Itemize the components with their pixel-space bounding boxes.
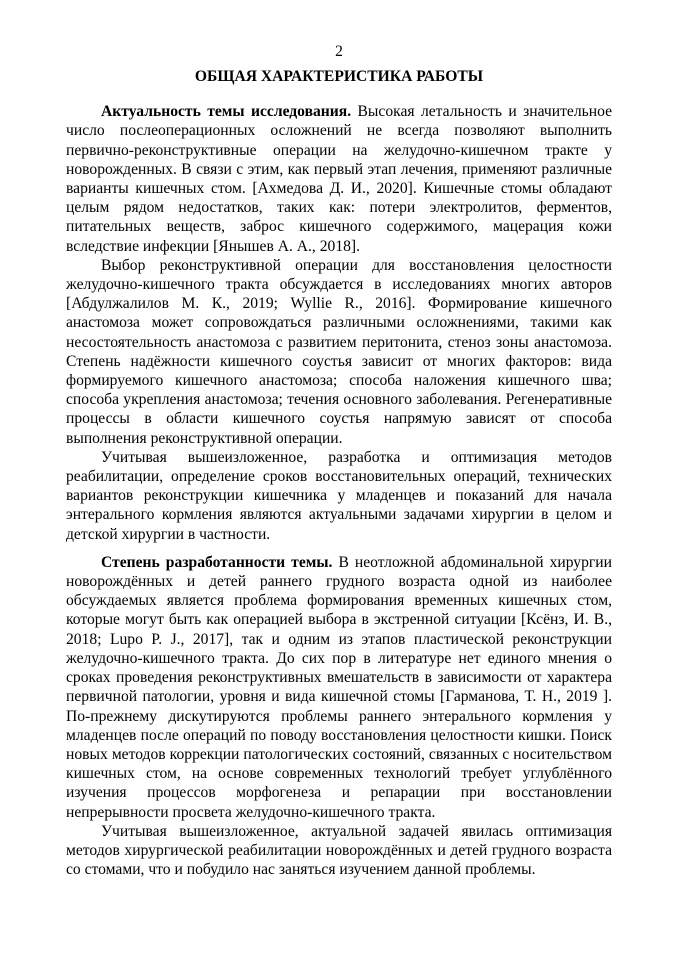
paragraph-lead: Актуальность темы исследования.	[101, 103, 352, 121]
paragraph-development-degree	[66, 553, 612, 822]
paragraph-conclusion	[66, 822, 612, 880]
paragraph-rehabilitation	[66, 448, 612, 544]
paragraph-text: Выбор реконструктивной операции для восстановления целостности желудочно-кишечного тракта обсуждается в исследованиях многих авторов [Абдулжалилов М. К., 2019; Wyllie R., 2016]. Формирование кишечного анастомоза может сопровождаться различными осложнениями, такими как несостоятельность анастомоза с развитием перитонита, стеноз зоны анастомоза. Степень надёжности кишечного соустья зависит от многих факторов: вида формируемого кишечного анастомоза; способа наложения кишечного шва; способа укрепления анастомоза; течения основного заболевания. Регенеративные процессы в области кишечного соустья напрямую зависят от способа выполнения реконструктивной операции.	[66, 256, 612, 447]
paragraph-lead: Степень разработанности темы.	[101, 553, 333, 571]
paragraph-text: Высокая летальность и значительное число послеоперационных осложнений не всегда позволяют выполнить первично-реконструктивные операции на желудочно-кишечном тракте у новорожденных. В связи с этим, как первый этап лечения, применяют различные варианты кишечных стом. [Ахмедова Д. И., 2020]. Кишечные стомы обладают целым рядом недостатков, таких как: потери электролитов, ферментов, питательных веществ, заброс кишечного содержимого, мацерация кожи вследствие инфекции [Янышев А. А., 2018].	[66, 103, 612, 255]
paragraph-text: Учитывая вышеизложенное, разработка и оптимизация методов реабилитации, определение сроков восстановительных операций, технических вариантов реконструкции кишечника у младенцев и показаний для начала энтерального кормления являются актуальными задачами хирургии в целом и детской хирургии в частности.	[66, 448, 612, 543]
paragraph-relevance	[66, 102, 612, 256]
page-number: 2	[335, 43, 343, 60]
paragraph-text: В неотложной абдоминальной хирургии новорождённых и детей раннего грудного возраста одной из наиболее обсуждаемых является проблема формирования временных кишечных стом, которые могут быть как операцией выбора в экстренной ситуации [Ксёнз, И. В., 2018; Lupo P. J., 2017], так и одним из этапов пластической реконструкции желудочно-кишечного тракта. До сих пор в литературе нет единого мнения о сроках проведения реконструктивных вмешательств в зависимости от характера первичной патологии, уровня и вида кишечной стомы [Гарманова, Т. Н., 2019 ]. По-прежнему дискутируются проблемы раннего энтерального кормления у младенцев после операций по поводу восстановления целостности кишки. Поиск новых методов коррекции патологических состояний, связанных с носительством кишечных стом, на основе современных технологий требует углублённого изучения процессов морфогенеза и репарации при восстановлении непрерывности просвета желудочно-кишечного тракта.	[66, 553, 612, 821]
paragraph-text: Учитывая вышеизложенное, актуальной задачей явилась оптимизация методов хирургической реабилитации новорождённых и детей грудного возраста со стомами, что и побудило нас заняться изучением данной проблемы.	[66, 822, 612, 879]
paragraph-reconstruction	[66, 256, 612, 448]
section-title: ОБЩАЯ ХАРАКТЕРИСТИКА РАБОТЫ	[194, 68, 484, 85]
